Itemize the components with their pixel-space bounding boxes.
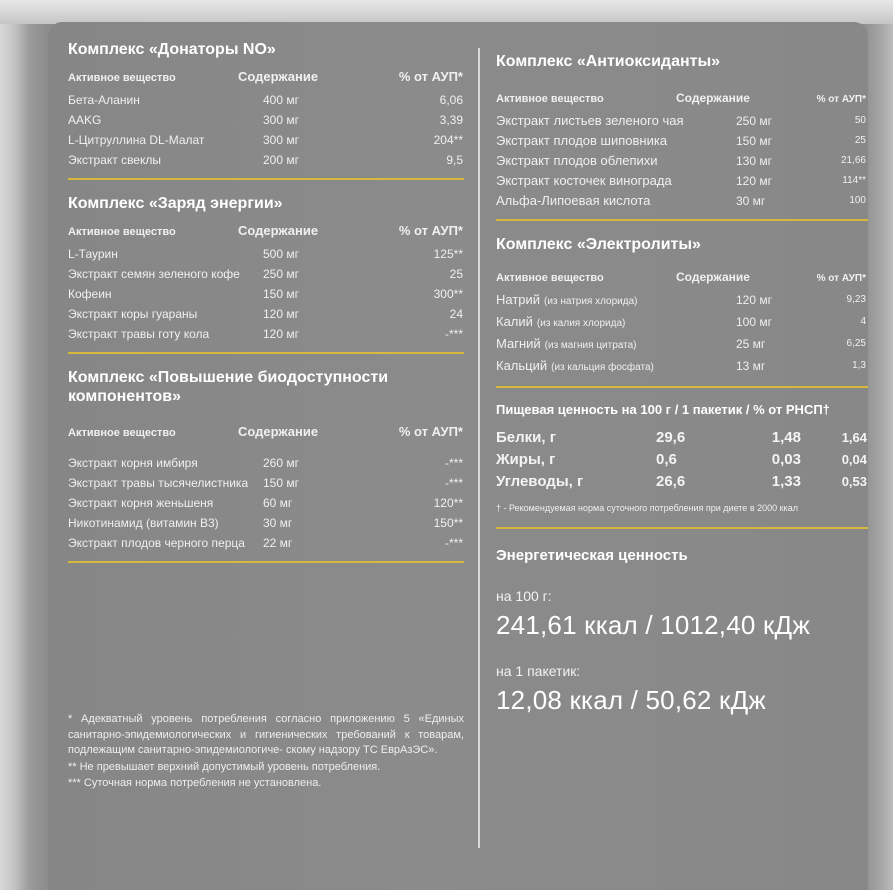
ingredient-name-text: Калий [496,314,533,329]
left-column [68,40,468,577]
nutrient-per100: 0,6 [656,451,677,468]
ingredient-amount: 150 мг [263,287,299,301]
ingredient-source: (из калия хлорида) [536,318,626,329]
section-title: Комплекс «Повышение биодоступности компонентов» [68,369,389,405]
ingredient-row [68,110,468,130]
ingredient-name [68,130,263,150]
header-pct: % от АУП* [816,94,866,105]
ingredient-amount: 300 мг [263,113,299,127]
ingredient-list [68,90,468,170]
ingredient-amount: 200 мг [263,153,299,167]
ingredient-name [496,171,736,191]
header-content: Содержание [238,223,319,238]
nutrient-pct: 1,64 [841,430,867,445]
header-substance: Активное вещество [496,93,604,105]
nutrient-pct: 0,04 [841,452,867,467]
ingredient-row [496,312,868,334]
column-divider [478,48,480,848]
ingredient-name [68,284,263,304]
ingredient-name-text: Кофеин [68,287,112,301]
ingredient-name [496,312,736,334]
ingredient-name-text: Экстракт плодов шиповника [496,133,668,148]
ingredient-row [68,90,468,110]
ingredient-pct: 50 [854,115,866,126]
ingredient-amount: 250 мг [736,114,772,128]
ingredient-name [68,513,263,533]
ingredient-name [68,264,263,284]
ingredient-source: (из кальция фосфата) [551,362,654,373]
ingredient-pct: 1,3 [852,360,866,371]
ingredient-name [68,493,263,513]
header-pct: % от АУП* [398,69,463,84]
yellow-divider [68,561,464,563]
nutrient-perpack: 1,48 [771,429,801,446]
ingredient-pct: 6,06 [439,93,463,107]
ingredient-amount: 30 мг [736,194,766,208]
ingredient-name [68,453,263,473]
ingredient-row [68,244,468,264]
can-lid-edge [0,0,893,24]
footnote-no-norm: *** Суточная норма потребления не установлена. [68,777,322,789]
ingredient-row [68,130,468,150]
ingredient-pct: -*** [444,327,463,341]
ingredient-row [496,111,868,131]
ingredient-name-text: Экстракт травы готу кола [68,327,210,341]
ingredient-name-text: Экстракт листьев зеленого чая [496,113,684,128]
nutrient-perpack: 1,33 [771,473,801,490]
ingredient-row [68,533,468,553]
ingredient-name [68,244,263,264]
table-header [496,91,868,105]
ingredient-row [68,513,468,533]
ingredient-name [68,533,263,553]
ingredient-name [496,151,736,171]
ingredient-name-text: Кальций [496,358,548,373]
energy-title: Энергетическая ценность [496,547,688,564]
ingredient-amount: 120 мг [263,307,299,321]
header-substance: Активное вещество [68,72,176,84]
nutrient-name: Жиры, г [496,451,556,468]
nutrition-row [496,449,868,471]
ingredient-amount: 120 мг [736,174,772,188]
ingredient-name [68,150,263,170]
energy-per100-label: на 100 г: [496,588,552,604]
nutrition-title: Пищевая ценность на 100 г / 1 пакетик / % от РНСП† [496,402,830,417]
ingredient-source: (из натрия хлорида) [544,296,638,307]
nutrition-row [496,427,868,449]
ingredient-name [68,324,263,344]
footnote-aup: * Адекватный уровень потребления согласно приложению 5 «Единых санитарно-эпидемиологических и гигиенических требований к товарам, подлежащим санитарно-эпидемиологиче- скому надзору ТС ЕврАзЭС». [68,713,464,756]
ingredient-list [68,453,468,553]
header-content: Содержание [676,270,750,284]
antiox-complex-section [496,52,868,221]
ingredient-row [496,334,868,356]
nutrient-perpack: 0,03 [771,451,801,468]
ingredient-pct: -*** [444,536,463,550]
ingredient-amount: 100 мг [736,315,772,329]
ingredient-list [68,244,468,344]
ingredient-name-text: Экстракт свеклы [68,153,161,167]
ingredient-row [496,151,868,171]
bio-complex-section [68,368,468,563]
ingredient-amount: 25 мг [736,337,766,351]
ingredient-row [68,264,468,284]
no-complex-section [68,40,468,180]
ingredient-row [68,304,468,324]
nutrient-name: Углеводы, г [496,473,584,490]
ingredient-amount: 150 мг [263,476,299,490]
ingredient-name-text: Экстракт семян зеленого кофе [68,267,240,281]
table-header [68,69,468,84]
ingredient-pct: 6,25 [846,338,866,349]
ingredient-name [496,131,736,151]
ingredient-source: (из магния цитрата) [544,340,637,351]
ingredient-pct: 204** [433,133,463,147]
ingredient-pct: 114** [842,175,866,186]
ingredient-row [496,131,868,151]
ingredient-row [496,290,868,312]
ingredient-row [68,150,468,170]
yellow-divider [496,527,868,529]
ingredient-row [68,473,468,493]
ingredient-pct: 9,5 [446,153,463,167]
ingredient-pct: -*** [444,476,463,490]
nutrition-row [496,471,868,493]
header-content: Содержание [238,424,319,439]
nutrient-name: Белки, г [496,429,556,446]
header-pct: % от АУП* [398,223,463,238]
ingredient-name-text: Альфа-Липоевая кислота [496,193,651,208]
ingredient-pct: 100 [849,195,866,206]
header-substance: Активное вещество [68,226,176,238]
ingredient-pct: 120** [433,496,463,510]
ingredient-name [68,90,263,110]
nutrient-per100: 26,6 [656,473,686,490]
ingredient-pct: 25 [854,135,866,146]
ingredient-pct: -*** [444,456,463,470]
ingredient-row [496,356,868,378]
ingredient-name [496,290,736,312]
yellow-divider [496,219,868,221]
ingredient-row [68,284,468,304]
ingredient-pct: 21,66 [840,155,866,166]
nutrition-footnote: † - Рекомендуемая норма суточного потребления при диете в 2000 ккал [496,503,798,513]
ingredient-name-text: Натрий [496,292,541,307]
ingredient-name [68,110,263,130]
electro-complex-section [496,235,868,388]
footnotes [68,712,464,793]
energy-perpack-value: 12,08 ккал / 50,62 кДж [496,685,766,715]
ingredient-amount: 22 мг [263,536,293,550]
ingredient-row [68,493,468,513]
ingredient-name [68,304,263,324]
ingredient-pct: 4 [860,316,866,327]
ingredient-pct: 150** [433,516,463,530]
header-substance: Активное вещество [68,427,176,439]
section-title: Комплекс «Электролиты» [496,236,701,253]
ingredient-pct: 9,23 [846,294,866,305]
ingredient-name-text: Экстракт травы тысячелистника [68,476,249,490]
footnote-upper-limit: ** Не превышает верхний допустимый уровень потребления. [68,760,381,773]
ingredient-row [496,191,868,211]
ingredient-list [496,111,868,211]
ingredient-name-text: Никотинамид (витамин В3) [68,516,219,530]
energy-per100-value: 241,61 ккал / 1012,40 кДж [496,610,810,640]
table-header [68,424,468,439]
ingredient-amount: 60 мг [263,496,293,510]
section-title: Комплекс «Донаторы NO» [68,41,276,58]
energy-section [496,547,868,716]
ingredient-list [496,290,868,378]
ingredient-name-text: L-Таурин [68,247,118,261]
ingredient-name-text: Экстракт корня имбиря [68,456,198,470]
header-pct: % от АУП* [816,273,866,284]
section-title: Комплекс «Заряд энергии» [68,195,283,212]
energy-complex-section [68,194,468,354]
ingredient-name [496,334,736,356]
ingredient-pct: 3,39 [439,113,463,127]
ingredient-amount: 250 мг [263,267,299,281]
ingredient-name [68,473,263,493]
ingredient-amount: 300 мг [263,133,299,147]
yellow-divider [68,352,464,354]
ingredient-name-text: Экстракт косточек винограда [496,173,672,188]
yellow-divider [68,178,464,180]
ingredient-name-text: Экстракт корня женьшеня [68,496,214,510]
ingredient-amount: 500 мг [263,247,299,261]
table-header [496,270,868,284]
ingredient-name [496,111,736,131]
ingredient-name [496,356,736,378]
ingredient-amount: 260 мг [263,456,299,470]
ingredient-amount: 130 мг [736,154,772,168]
ingredient-name-text: Экстракт плодов облепихи [496,153,658,168]
ingredient-amount: 120 мг [263,327,299,341]
energy-perpack-label: на 1 пакетик: [496,663,581,679]
ingredient-amount: 120 мг [736,293,772,307]
nutrient-pct: 0,53 [841,474,867,489]
nutrition-section [496,402,868,529]
yellow-divider [496,386,868,388]
ingredient-row [496,171,868,191]
section-title: Комплекс «Антиоксиданты» [496,53,721,70]
ingredient-name-text: AAKG [68,113,102,127]
ingredient-amount: 30 мг [263,516,293,530]
ingredient-amount: 13 мг [736,359,766,373]
ingredient-pct: 25 [449,267,463,281]
ingredient-row [68,324,468,344]
ingredient-amount: 150 мг [736,134,772,148]
header-pct: % от АУП* [398,424,463,439]
ingredient-pct: 125** [433,247,463,261]
ingredient-name-text: L-Цитруллина DL-Малат [68,133,205,147]
ingredient-name-text: Экстракт коры гуараны [68,307,198,321]
table-header [68,223,468,238]
nutrition-list [496,427,868,493]
ingredient-amount: 400 мг [263,93,299,107]
header-content: Содержание [676,91,750,105]
ingredient-name-text: Бета-Аланин [68,93,140,107]
right-column [496,40,868,738]
header-substance: Активное вещество [496,272,604,284]
ingredient-name-text: Экстракт плодов черного перца [68,536,245,550]
ingredient-row [68,453,468,473]
ingredient-name-text: Магний [496,336,541,351]
ingredient-pct: 24 [449,307,463,321]
nutrient-per100: 29,6 [656,429,686,446]
header-content: Содержание [238,69,319,84]
ingredient-pct: 300** [433,287,463,301]
ingredient-name [496,191,736,211]
